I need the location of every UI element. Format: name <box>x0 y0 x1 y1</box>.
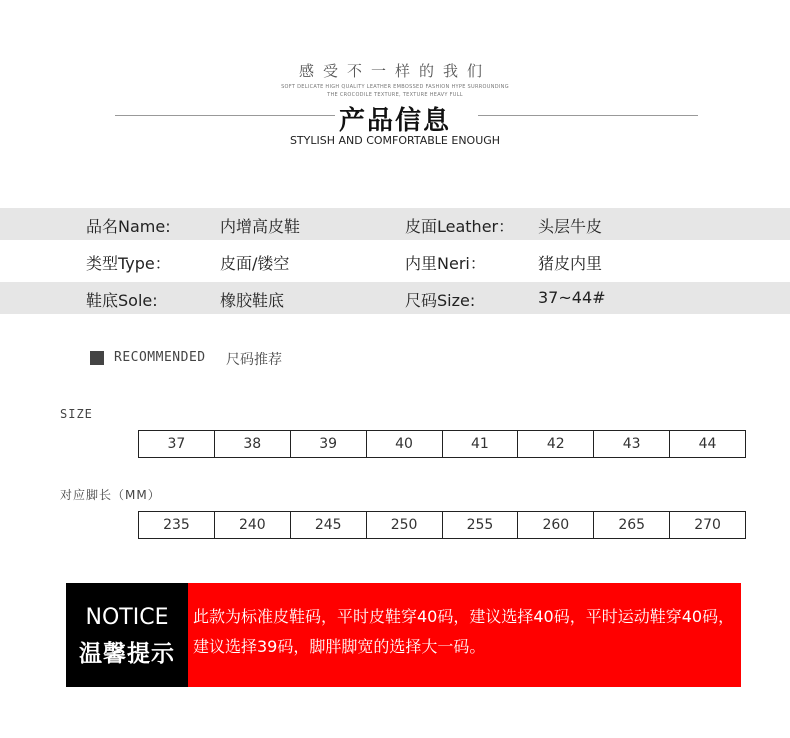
notice-title-box <box>66 583 188 687</box>
foot-length-cell: 265 <box>594 512 670 538</box>
spec-label: 尺码Size: <box>405 291 476 310</box>
spec-label: 皮面Leather： <box>405 217 515 236</box>
foot-length-cell: 240 <box>215 512 291 538</box>
spec-value: 橡胶鞋底 <box>220 291 285 310</box>
notice-title-en: NOTICE <box>85 605 169 630</box>
header-subtitle-line2: THE CROCODILE TEXTURE, TEXTURE HEAVY FULL <box>327 92 463 98</box>
foot-length-cell: 245 <box>291 512 367 538</box>
size-cell: 38 <box>215 431 291 457</box>
foot-length-label: 对应脚长（MM） <box>60 488 161 502</box>
size-cell: 43 <box>594 431 670 457</box>
foot-length-cell: 260 <box>518 512 594 538</box>
page-title: 产品信息 <box>338 106 451 136</box>
recommended-label-cn: 尺码推荐 <box>226 352 282 368</box>
spec-label: 鞋底Sole: <box>86 291 158 310</box>
size-table-label: SIZE <box>60 407 93 421</box>
size-table <box>138 430 746 458</box>
foot-length-cell: 250 <box>367 512 443 538</box>
size-cell: 44 <box>698 436 717 452</box>
spec-label: 内里Neri： <box>405 254 486 273</box>
header-top-text: 感受不一样的我们 <box>298 62 491 80</box>
foot-length-cell: 255 <box>443 512 519 538</box>
spec-row <box>0 208 790 240</box>
square-bullet-icon <box>90 351 104 365</box>
spec-label: 品名Name: <box>86 217 171 236</box>
size-cell: 39 <box>291 431 367 457</box>
foot-length-cell: 235 <box>139 512 215 538</box>
foot-length-cell: 270 <box>694 517 721 533</box>
spec-row <box>0 245 790 277</box>
spec-label: 类型Type： <box>86 254 171 273</box>
spec-value: 皮面/镂空 <box>220 254 290 273</box>
spec-value: 头层牛皮 <box>538 217 603 236</box>
notice-text: 此款为标准皮鞋码，平时皮鞋穿40码，建议选择40码，平时运动鞋穿40码，建议选择39码，脚胖脚宽的选择大一码。 <box>188 583 741 687</box>
recommended-label: RECOMMENDED <box>114 350 206 365</box>
size-cell: 41 <box>443 431 519 457</box>
spec-row <box>0 282 790 314</box>
spec-value: 猪皮内里 <box>538 254 603 273</box>
foot-length-table <box>138 511 746 539</box>
size-cell: 40 <box>367 431 443 457</box>
header-subtitle-line1: SOFT DELICATE HIGH QUALITY LEATHER EMBOSSED FASHION HYPE SURROUNDING <box>281 84 509 90</box>
size-cell: 37 <box>139 431 215 457</box>
page-tagline: STYLISH AND COMFORTABLE ENOUGH <box>289 134 501 147</box>
notice-banner <box>66 583 741 687</box>
spec-value: 37~44# <box>538 288 606 307</box>
spec-value: 内增高皮鞋 <box>220 217 301 236</box>
size-cell: 42 <box>518 431 594 457</box>
notice-title-cn: 温馨提示 <box>79 641 175 667</box>
